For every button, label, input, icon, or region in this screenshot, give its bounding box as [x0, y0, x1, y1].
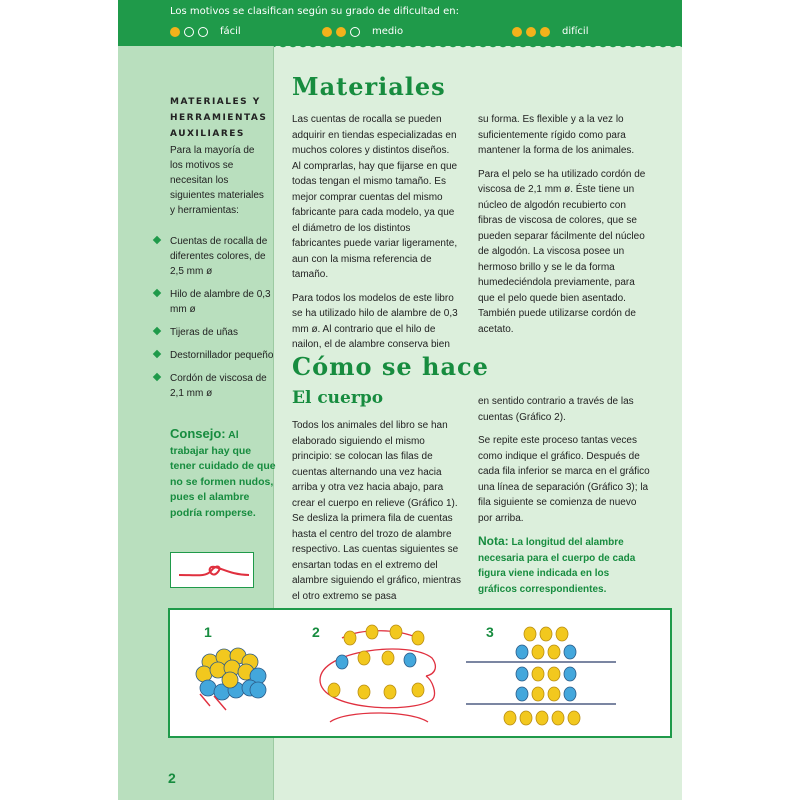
diamond-bullet-icon [153, 289, 161, 297]
figure-1-number: 1 [204, 624, 212, 640]
cuerpo-column-2 [478, 394, 650, 605]
difficulty-dot-icon [184, 27, 194, 37]
figure-2-number: 2 [312, 624, 320, 640]
difficulty-dot-icon [322, 27, 332, 37]
diamond-bullet-icon [153, 350, 161, 358]
list-item: Cordón de viscosa de 2,1 mm ø [152, 371, 282, 401]
list-item: Tijeras de uñas [152, 325, 282, 340]
book-page [118, 0, 682, 800]
paragraph: Las cuentas de rocalla se pueden adquirir en tiendas especializadas en muchos colores y distintos diseños. Al comprarlas, hay que fijarse en que todas tengan el mismo tamaño. Es mejor comprar cuentas del mismo fabricante para cada modelo, ya que el diámetro de los distintos fabricantes puede variar ligeramente, aun con la misma referencia de tamaño. [292, 114, 458, 280]
difficulty-intro: Los motivos se clasifican según su grado de dificultad en: [170, 6, 459, 17]
difficulty-dot-icon [512, 27, 522, 37]
materials-list [152, 234, 282, 409]
note [478, 534, 650, 597]
list-item: Hilo de alambre de 0,3 mm ø [152, 287, 282, 317]
materiales-column-2 [478, 112, 648, 345]
sidebar-title: MATERIALES Y HERRAMIENTAS AUXILIARES [170, 97, 268, 139]
paragraph: Para el pelo se ha utilizado cordón de viscosa de 2,1 mm ø. Éste tiene un núcleo de algodón recubierto con fibras de viscosa de colores, que se pueden separar fácilmente del núcleo de algodón. La viscosa posee un hermoso brillo y se le da forma humedeciéndola previamente, para que el pelo quede bien asentado. También puede utilizarse cordón de acetato. [478, 168, 646, 335]
tip-box [170, 426, 276, 521]
difficulty-dot-icon [526, 27, 536, 37]
bead-diagrams [168, 608, 672, 738]
difficulty-dot-icon [170, 27, 180, 37]
cuerpo-column-1 [292, 418, 466, 612]
level-hard [512, 26, 588, 37]
paragraph: Se repite este proceso tantas veces como indique el gráfico. Después de cada fila inferior se marca en el gráfico una línea de separación (Gráfico 3); la fila siguiente se comienza de nuevo por arriba. [478, 435, 650, 524]
figure-3-number: 3 [486, 624, 494, 640]
diamond-bullet-icon [153, 327, 161, 335]
paragraph: su forma. Es flexible y a la vez lo suficientemente rígido como para mantener la forma de los animales. [478, 114, 635, 156]
tip-text: Al trabajar hay que tener cuidado de que no se formen nudos, pues el alambre podría romperse. [170, 429, 276, 519]
tip-lead: Consejo: [170, 426, 226, 441]
diamond-bullet-icon [153, 373, 161, 381]
materiales-heading: Materiales [292, 72, 446, 101]
note-lead: Nota: [478, 534, 509, 548]
como-se-hace-heading: Cómo se hace [292, 352, 489, 381]
materiales-column-1 [292, 112, 460, 361]
note-text: La longitud del alambre necesaria para el cuerpo de cada figura viene indicada en los gráficos correspondientes. [478, 537, 636, 595]
level-medium-label: medio [372, 26, 404, 37]
wire-knot-illustration [170, 552, 254, 588]
difficulty-dot-icon [336, 27, 346, 37]
bead-diagrams-art [170, 610, 670, 736]
difficulty-dot-icon [198, 27, 208, 37]
bead-wire-diagram [320, 625, 435, 722]
difficulty-dot-icon [540, 27, 550, 37]
level-hard-label: difícil [562, 26, 589, 37]
page-number: 2 [168, 770, 176, 786]
bead-rows-diagram [466, 627, 616, 725]
level-easy [170, 26, 241, 37]
paragraph: Para todos los modelos de este libro se ha utilizado hilo de alambre de 0,3 mm ø. Al contrario que el hilo de nailon, el de alambre conserva bien [292, 292, 458, 350]
wire-loop-icon [171, 553, 255, 589]
difficulty-header [118, 0, 682, 46]
sidebar-intro: Para la mayoría de los motivos se necesitan los siguientes materiales y herramientas: [170, 145, 264, 216]
list-item: Cuentas de rocalla de diferentes colores, de 2,5 mm ø [152, 234, 282, 279]
bead-cluster-diagram [196, 648, 266, 710]
list-item: Destornillador pequeño [152, 348, 282, 363]
el-cuerpo-subheading: El cuerpo [292, 388, 384, 408]
paragraph: Todos los animales del libro se han elaborado siguiendo el mismo principio: se colocan las filas de cuentas alternando una vez hacia arriba y otra vez hacia abajo, para crear el cuerpo en relieve (Gráfico 1). Se desliza la primera fila de cuentas hasta el centro del trozo de alambre respectivo. Las cuentas siguientes se ensartan todas en el extremo del alambre siguiendo el gráfico, mientras el otro extremo se pasa [292, 420, 461, 602]
diamond-bullet-icon [153, 236, 161, 244]
difficulty-dot-icon [350, 27, 360, 37]
level-medium [322, 26, 403, 37]
level-easy-label: fácil [220, 26, 241, 37]
paragraph: en sentido contrario a través de las cuentas (Gráfico 2). [478, 396, 634, 423]
